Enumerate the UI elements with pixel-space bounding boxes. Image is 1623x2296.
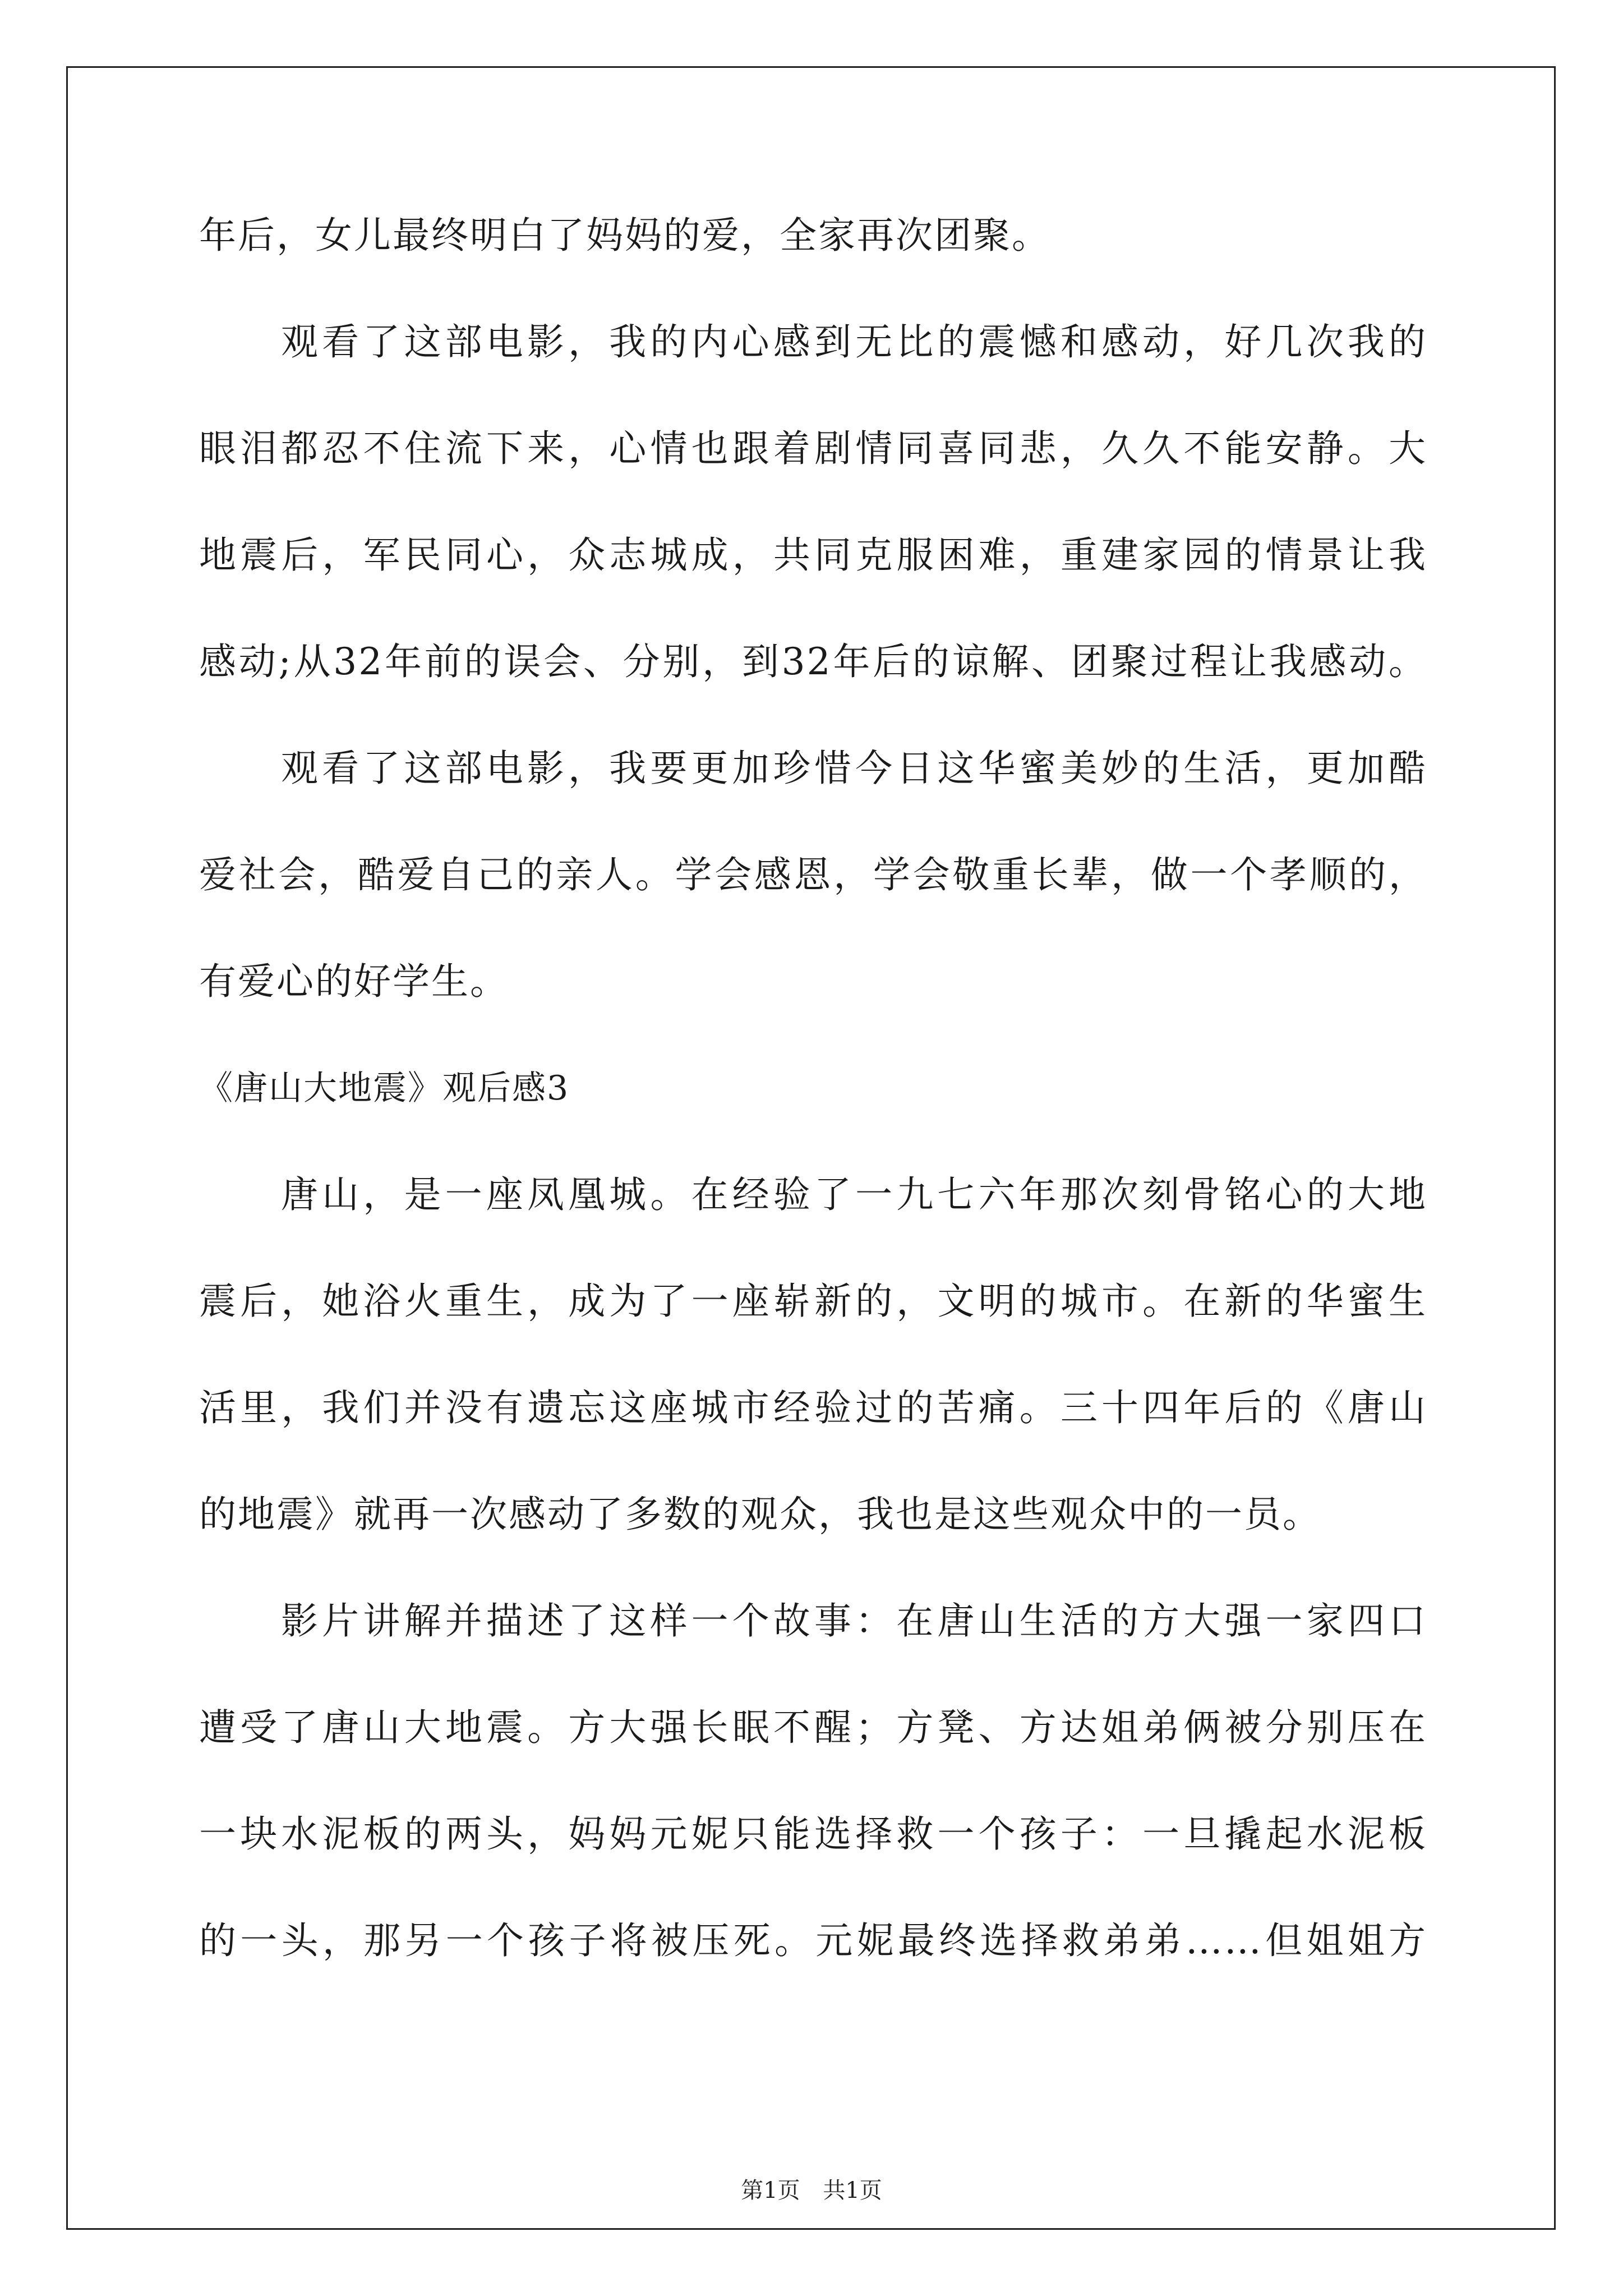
text-line: 眼泪都忍不住流下来，心情也跟着剧情同喜同悲，久久不能安静。大 (199, 427, 1427, 470)
text-line: 爱社会，酷爱自己的亲人。学会感恩，学会敬重长辈，做一个孝顺的， (199, 853, 1427, 896)
text-line: 地震后，军民同心，众志城成，共同克服困难，重建家园的情景让我 (199, 533, 1427, 577)
text-line: 震后，她浴火重生，成为了一座崭新的，文明的城市。在新的华蜜生 (199, 1280, 1427, 1323)
section-heading: 《唐山大地震》观后感3 (199, 1069, 570, 1108)
page-number: 第1页 (741, 2178, 800, 2203)
text-line: 观看了这部电影，我要更加珍惜今日这华蜜美妙的生活，更加酷 (281, 747, 1427, 790)
text-line: 的地震》就再一次感动了多数的观众，我也是这些观众中的一员。 (199, 1493, 1321, 1536)
text-line: 唐山，是一座凤凰城。在经验了一九七六年那次刻骨铭心的大地 (281, 1173, 1427, 1216)
document-body (199, 208, 1427, 2019)
text-line: 活里，我们并没有遗忘这座城市经验过的苦痛。三十四年后的《唐山 (199, 1386, 1427, 1429)
page-total: 共1页 (823, 2178, 882, 2203)
text-line: 年后，女儿最终明白了妈妈的爱，全家再次团聚。 (199, 214, 1050, 257)
text-line: 影片讲解并描述了这样一个故事：在唐山生活的方大强一家四口 (281, 1599, 1427, 1642)
text-line: 遭受了唐山大地震。方大强长眠不醒；方凳、方达姐弟俩被分别压在 (199, 1706, 1427, 1749)
page-footer (0, 2177, 1623, 2205)
text-line: 有爱心的好学生。 (199, 960, 509, 1003)
text-line: 一块水泥板的两头，妈妈元妮只能选择救一个孩子：一旦撬起水泥板 (199, 1812, 1427, 1856)
text-line: 感动;从32年前的误会、分别，到32年后的谅解、团聚过程让我感动。 (199, 640, 1427, 683)
text-line: 观看了这部电影，我的内心感到无比的震憾和感动，好几次我的 (281, 320, 1427, 364)
text-line: 的一头，那另一个孩子将被压死。元妮最终选择救弟弟……但姐姐方 (199, 1919, 1427, 1962)
